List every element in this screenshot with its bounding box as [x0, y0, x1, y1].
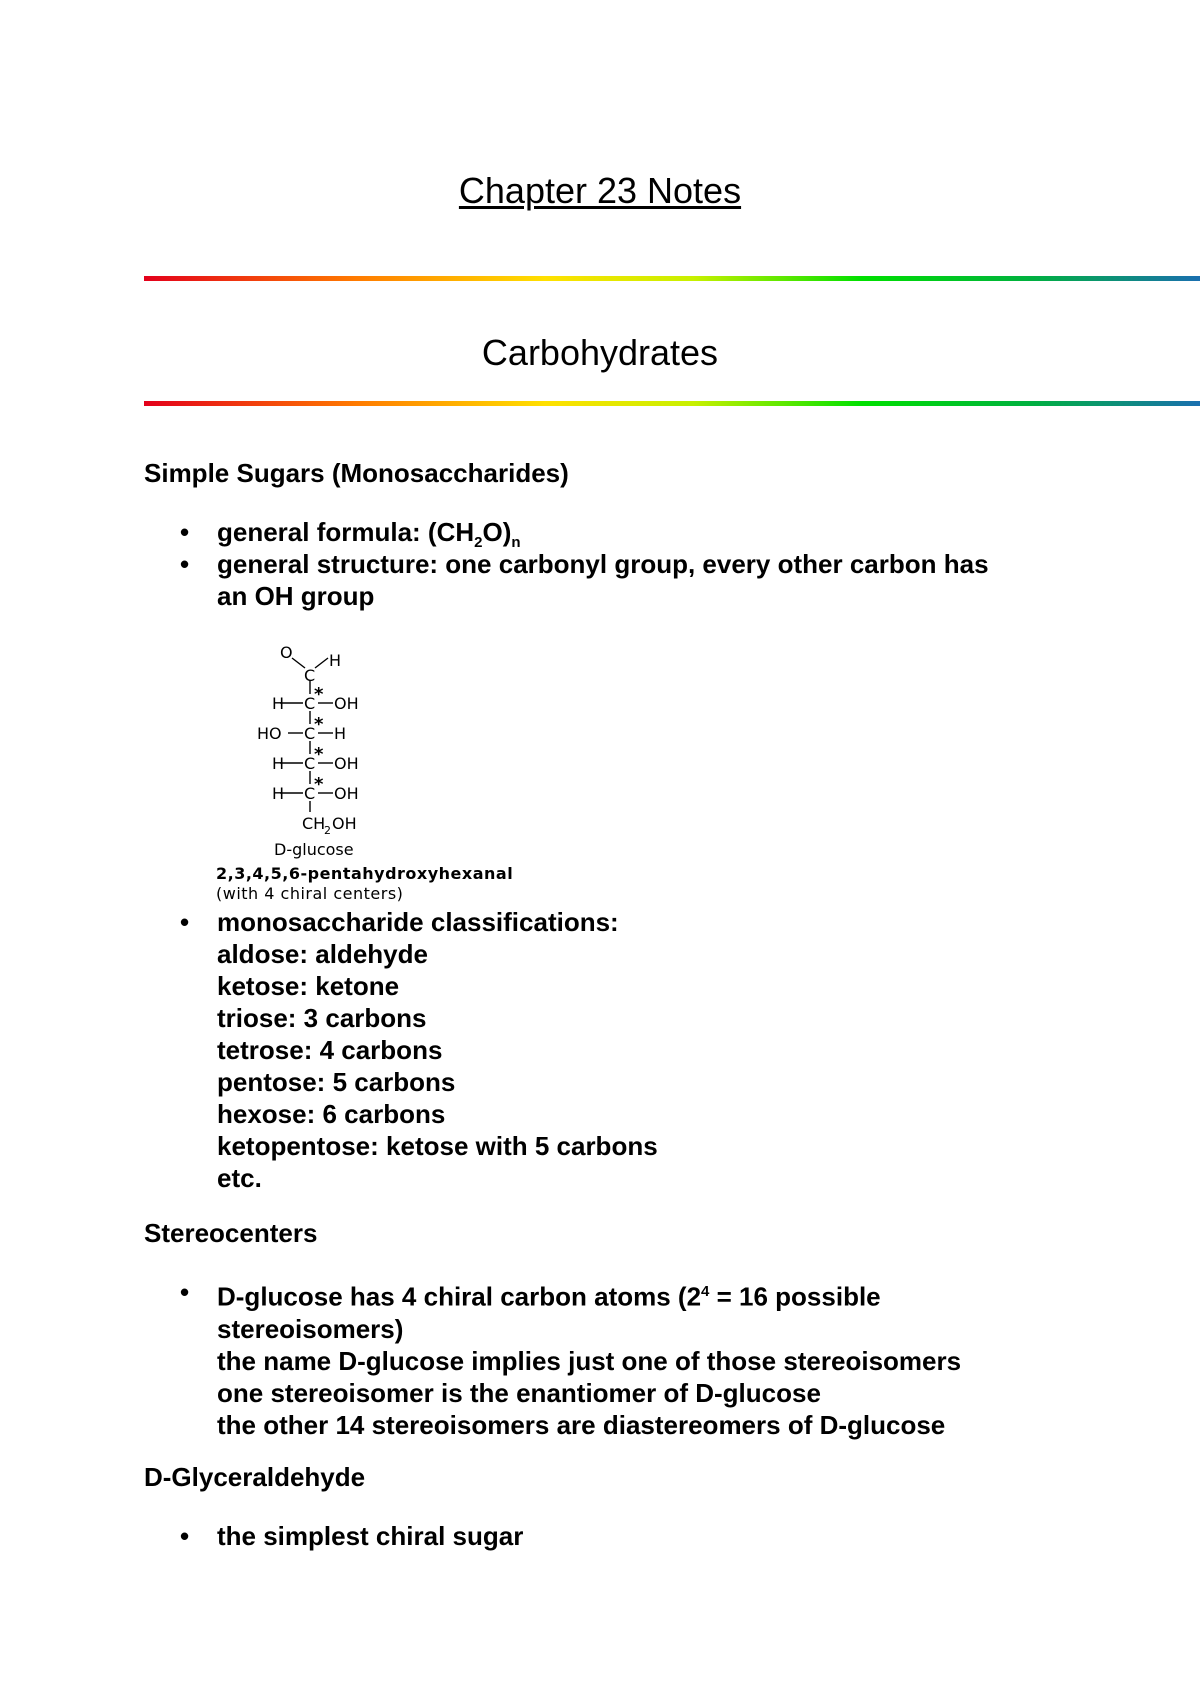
bullet-icon: •: [180, 1277, 190, 1307]
atom-h: H: [329, 651, 342, 670]
bullet-icon: •: [180, 549, 190, 579]
chiral-star: *: [314, 684, 324, 705]
atom-ch: CH: [302, 814, 326, 833]
chiral-star: *: [314, 714, 324, 735]
atom-oh: OH: [334, 694, 359, 713]
atom-h: H: [334, 724, 347, 743]
heading-d-glyceraldehyde: D-Glyceraldehyde: [144, 1462, 366, 1492]
heading-stereocenters: Stereocenters: [144, 1218, 318, 1248]
document-title: Chapter 23 Notes: [458, 170, 742, 211]
atom-c: C: [304, 784, 316, 803]
atom-h: H: [272, 784, 285, 803]
atom-subscript: 2: [324, 824, 331, 837]
chiral-star: *: [314, 774, 324, 795]
iupac-name: 2,3,4,5,6-pentahydroxyhexanal: [216, 864, 514, 883]
chiral-centers-note: (with 4 chiral centers): [216, 884, 404, 903]
d-glucose-structure-diagram: [210, 636, 530, 866]
atom-oh: OH: [334, 784, 359, 803]
atom-h: H: [272, 754, 285, 773]
atom-c: C: [304, 724, 316, 743]
bullet-icon: •: [180, 907, 190, 937]
chiral-star: *: [314, 744, 324, 765]
atom-oh: OH: [334, 754, 359, 773]
atom-c: C: [304, 754, 316, 773]
atom-c: C: [304, 694, 316, 713]
atom-c: C: [304, 666, 316, 685]
rainbow-divider-bottom: [144, 401, 1200, 406]
molecule-name: D-glucose: [274, 840, 354, 859]
atom-oh: OH: [332, 814, 357, 833]
bullet-icon: •: [180, 517, 190, 547]
bullet-icon: •: [180, 1521, 190, 1551]
heading-simple-sugars: Simple Sugars (Monosaccharides): [144, 458, 569, 488]
atom-ho: HO: [257, 724, 282, 743]
atom-h: H: [272, 694, 285, 713]
atom-o: O: [280, 643, 293, 662]
rainbow-divider-top: [144, 276, 1200, 281]
section-title: Carbohydrates: [481, 332, 719, 373]
